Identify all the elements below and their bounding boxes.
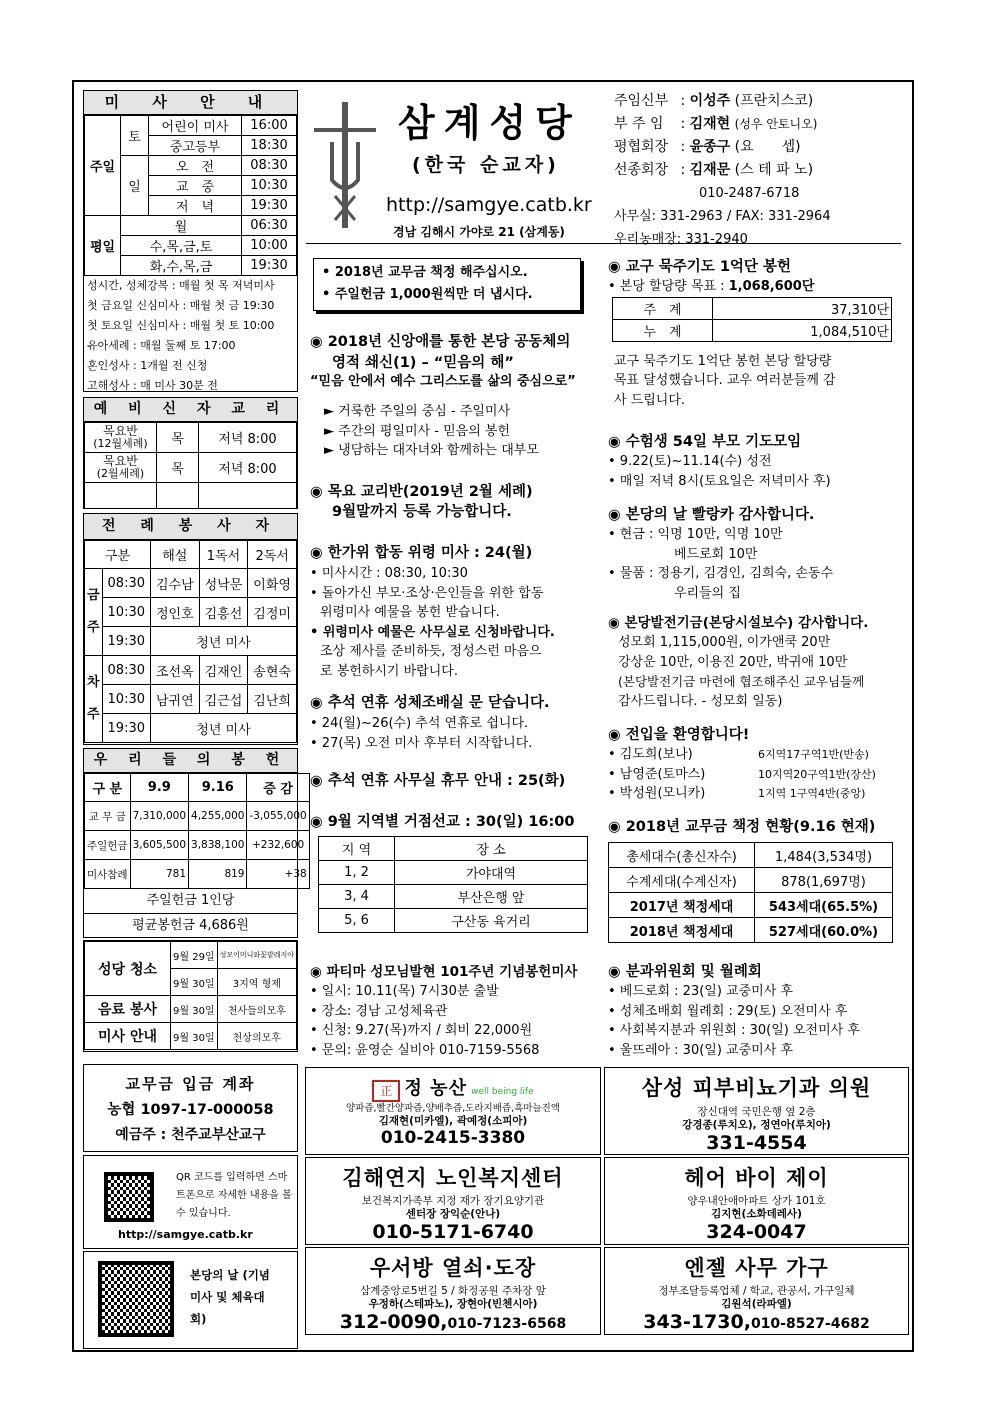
ad-title: 正 정 농산 well being life <box>306 1074 600 1102</box>
notice-line: • 2018년 교무금 책정 해주십시오. <box>322 265 528 280</box>
col-head: 9.9 <box>130 774 188 802</box>
section-title: 영적 쇄신(1) – “믿음의 해” <box>332 355 514 371</box>
farm-phone: 우리농매장: 331-2940 <box>614 232 748 247</box>
value: 1,084,510단 <box>713 319 892 341</box>
parish-address: 경남 김해시 가야로 21 (삼계동) <box>393 225 565 239</box>
ad-title: 김해연지 노인복지센터 <box>342 1166 564 1190</box>
col-head: 2독서 <box>248 541 297 569</box>
mass-name: 오 전 <box>149 156 242 176</box>
ad-owner: 김원석(라파엘) <box>721 1298 792 1310</box>
mass-name: 교 중 <box>149 176 242 196</box>
account-holder: 예금주 : 천주교부산교구 <box>115 1127 266 1143</box>
staff-list <box>614 90 831 251</box>
row-label: 총세대수(총신자수) <box>609 843 755 868</box>
staff-phone: 010-2487-6718 <box>699 186 800 201</box>
mass-note: 첫 토요일 신심미사 : 매월 첫 토 10:00 <box>87 319 275 332</box>
ad-phone: 010-2415-3380 <box>380 1127 526 1148</box>
section-adoration <box>310 692 550 753</box>
avg-line1: 주일헌금 1인당 <box>84 889 297 914</box>
duty-date: 9월 30일 <box>171 969 218 996</box>
col-head: 해설 <box>150 541 199 569</box>
list-item: • 일시: 10.11(목) 7시30분 출발 <box>310 984 499 999</box>
ad-desc: 삼계중앙로5번길 5 / 화정공원 주차장 앞 <box>360 1285 546 1297</box>
section-development-fund <box>608 613 868 711</box>
ad-phone: 324-0047 <box>706 1221 807 1243</box>
section-faith-year <box>310 330 600 461</box>
avg-line2: 평균봉헌금 4,686원 <box>132 918 249 933</box>
section-title: ◉ 목요 교리반(2019년 2월 세례) <box>310 484 533 500</box>
account-number: 농협 1097-17-000058 <box>107 1102 274 1118</box>
server: 김정미 <box>248 598 297 627</box>
section-title: ◉ 분과위원회 및 월례회 <box>608 964 762 980</box>
ad-samsung-clinic <box>604 1067 909 1155</box>
newcomer: • 김도희(보나) 6지역17구역1반(반송) <box>608 747 869 762</box>
section-title: ◉ 파티마 성모님발현 101주년 기념봉헌미사 <box>310 964 578 980</box>
mass-time: 16:00 <box>242 116 297 136</box>
liturgy-table <box>84 540 297 743</box>
list-item: 우리들의 집 <box>674 585 741 601</box>
section-title: ◉ 한가위 합동 위령 미사 : 24(월) <box>310 545 533 561</box>
time: 19:30 <box>102 627 150 656</box>
offering-box <box>83 748 307 938</box>
list-item: • 현금 : 익명 10만, 익명 10만 <box>608 527 783 542</box>
list-item: • 미사시간 : 08:30, 10:30 <box>310 566 468 581</box>
section-title: ◉ 수험생 54일 부모 기도모임 <box>608 434 802 450</box>
section-welcome <box>608 725 898 804</box>
staff-row: 평협회장 : 윤종구 (요 셉) <box>614 139 801 155</box>
parish-title: 삼계성당 <box>398 101 581 145</box>
mass-name: 중고등부 <box>149 136 242 156</box>
mass-note: 고해성사 : 매 미사 30분 전 <box>87 379 218 392</box>
section-fatima <box>310 962 577 1060</box>
duty-group: 천상의모후 <box>217 1023 296 1050</box>
youth-mass: 청년 미사 <box>150 627 296 656</box>
value: 37,310단 <box>713 297 892 319</box>
list-item: 감사드립니다. - 성모회 일동) <box>618 693 783 709</box>
section-title: ◉ 본당발전기금(본당시설보수) 감사합니다. <box>608 615 869 631</box>
mass-day: 월 <box>121 216 242 236</box>
duty-table <box>84 941 297 1050</box>
list-item: 위령미사 예물을 봉헌 받습니다. <box>320 605 500 620</box>
ad-desc: 정부조달등록업체 / 학교, 관공서, 가구일체 <box>658 1285 855 1297</box>
section-office-closed: ◉ 추석 연휴 사무실 휴무 안내 : 25(화) <box>310 773 566 789</box>
duty-date: 9월 30일 <box>171 1023 218 1050</box>
value: -3,055,000 <box>247 802 309 831</box>
section-title: 9월말까지 등록 가능합니다. <box>332 504 512 520</box>
server: 남귀연 <box>150 685 199 714</box>
rosary-table <box>612 297 892 342</box>
duty-date: 9월 30일 <box>171 996 218 1023</box>
value: 819 <box>189 860 247 889</box>
ad-phone: 331-4554 <box>706 1132 807 1154</box>
row-label: 주 계 <box>613 297 713 319</box>
ad-jeong-farm <box>305 1067 601 1155</box>
time: 10:30 <box>102 598 150 627</box>
server: 김흥선 <box>199 598 248 627</box>
rosary-goal: • 본당 할당량 목표 : 1,068,600단 <box>608 279 815 294</box>
row-label: 교 무 금 <box>85 802 131 831</box>
col-head: 증 감 <box>247 774 309 802</box>
youth-mass: 청년 미사 <box>150 714 296 743</box>
col-head: 장 소 <box>395 837 588 861</box>
row-label: 2018년 책정세대 <box>609 918 755 943</box>
col-head: 구분 <box>85 541 151 569</box>
class-day: 목 <box>157 423 199 453</box>
mass-day: 수,목,금,토 <box>121 236 242 256</box>
ad-owner: 김지현(소화데레사) <box>711 1208 802 1220</box>
ad-phone: 343-1730,010-8527-4682 <box>643 1311 870 1333</box>
col-head: 1독서 <box>199 541 248 569</box>
ad-title: 엔젤 사무 가구 <box>684 1256 829 1280</box>
qr-event-box <box>83 1251 298 1349</box>
duty-group: 천사들의모후 <box>217 996 296 1023</box>
server: 김난희 <box>248 685 297 714</box>
section-committees <box>608 962 860 1060</box>
region: 3, 4 <box>319 885 395 909</box>
class-time: 저녁 8:00 <box>199 423 297 453</box>
staff-row: 주임신부 : 이성주 (프란치스코) <box>614 93 814 109</box>
catechumen-table <box>84 422 297 509</box>
class-time: 저녁 8:00 <box>199 453 297 483</box>
sunday-label: 주일 <box>85 116 121 216</box>
server: 김수남 <box>150 569 199 598</box>
class-day: 목 <box>157 453 199 483</box>
list-item: • 9.22(토)~11.14(수) 성전 <box>608 454 772 469</box>
text-line: 목표 달성했습니다. 교우 여러분들께 감 <box>614 373 836 388</box>
place: 가야대역 <box>395 861 588 885</box>
section-title: ◉ 9월 지역별 거점선교 : 30(일) 16:00 <box>310 814 575 830</box>
section-exam-prayer <box>608 432 831 491</box>
value: 4,255,000 <box>189 802 247 831</box>
duty-name: 음료 봉사 <box>85 996 171 1023</box>
duty-group: 3지역 형제 <box>217 969 296 996</box>
section-title: ◉ 2018년 교무금 책정 현황(9.16 현재) <box>608 819 876 835</box>
list-item: • 베드로회 : 23(일) 교중미사 후 <box>608 984 793 999</box>
ad-desc: 장신대역 국민은행 옆 2층 <box>697 1106 816 1118</box>
ad-title: 삼성 피부비뇨기과 의원 <box>641 1076 872 1100</box>
list-item: 로 봉헌하시기 바랍니다. <box>320 663 458 679</box>
ad-title: 헤어 바이 제이 <box>684 1166 829 1190</box>
ad-hair-salon <box>604 1157 909 1245</box>
col-head: 9.16 <box>189 774 247 802</box>
farm-logo-icon: 正 <box>372 1080 400 1102</box>
account-box <box>83 1064 298 1152</box>
qr-url[interactable]: http://samgye.catb.kr <box>118 1228 253 1241</box>
list-item: • 매일 저녁 8시(토요일은 저녁미사 후) <box>608 473 831 489</box>
text-line: 교구 묵주기도 1억단 봉헌 본당 할당량 <box>614 353 832 369</box>
list-item: 강상운 10만, 이용진 20만, 박귀애 10만 <box>618 654 848 670</box>
mass-time: 10:00 <box>242 236 297 256</box>
qr-code[interactable] <box>104 1172 154 1222</box>
duty-name: 성당 청소 <box>85 942 171 996</box>
col-head: 구 분 <box>85 774 131 802</box>
col-head: 지 역 <box>319 837 395 861</box>
duty-group: 성모어머니와꽃밭레지아 <box>217 942 296 969</box>
ad-title: 우서방 열쇠·도장 <box>369 1256 537 1280</box>
mass-time: 10:30 <box>242 176 297 196</box>
list-item: ► 냉담하는 대자녀와 함께하는 대부모 <box>324 443 539 458</box>
server: 송현숙 <box>248 656 297 685</box>
mass-note: 성시간, 성체강복 : 매월 첫 목 저녁미사 <box>87 279 275 292</box>
this-week-label: 금주 <box>85 569 103 656</box>
server: 성낙문 <box>199 569 248 598</box>
value: +38 <box>247 860 309 889</box>
mass-note: 첫 금요일 신심미사 : 매월 첫 금 19:30 <box>87 299 275 312</box>
row-label: 미사참례 <box>85 860 131 889</box>
value: 1,484(3,534명) <box>755 843 893 868</box>
mass-time: 19:30 <box>242 256 297 276</box>
mass-name: 어린이 미사 <box>149 116 242 136</box>
value: 543세대(65.5%) <box>755 893 893 918</box>
region: 1, 2 <box>319 861 395 885</box>
list-item: • 물품 : 정용기, 김경인, 김희숙, 손동수 <box>608 566 834 581</box>
ad-desc: 양파즙,빨간양파즙,양배추즙,도라지배즙,흑마늘진액 <box>346 1102 560 1114</box>
list-item: • 사회복지분과 위원회 : 30(일) 오전미사 후 <box>608 1023 860 1038</box>
ad-owner: 김재현(미카엘), 곽예정(소피아) <box>378 1114 528 1127</box>
qr-code[interactable] <box>98 1261 174 1337</box>
qr-info-box <box>83 1155 298 1249</box>
section-mission <box>310 812 585 933</box>
mass-time: 18:30 <box>242 136 297 156</box>
ad-phone: 010-5171-6740 <box>372 1221 534 1243</box>
place: 부산은행 앞 <box>395 885 588 909</box>
header-rule <box>306 243 901 244</box>
ad-owner: 센터장 장익순(안나) <box>405 1208 501 1220</box>
office-phone: 사무실: 331-2963 / FAX: 331-2964 <box>614 209 831 224</box>
catechumen-title: 예 비 신 자 교 리 <box>84 398 297 422</box>
list-item: • 문의: 윤영순 실비아 010-7159-5568 <box>310 1042 540 1058</box>
list-item: • 위령미사 예물은 사무실로 신청바랍니다. <box>310 624 555 640</box>
value: 7,310,000 <box>130 802 188 831</box>
liturgy-title: 전 례 봉 사 자 <box>84 514 297 540</box>
cross-logo <box>310 100 380 230</box>
newcomer: • 남영준(토마스) 10지역20구역1반(장산) <box>608 766 876 782</box>
value: 3,838,100 <box>189 831 247 860</box>
mass-time: 08:30 <box>242 156 297 176</box>
mass-day: 화,수,목,금 <box>121 256 242 276</box>
time: 08:30 <box>102 569 150 598</box>
list-item: ► 거룩한 주일의 중심 - 주일미사 <box>324 404 511 419</box>
server: 조선옥 <box>150 656 199 685</box>
server: 김재인 <box>199 656 248 685</box>
liturgy-box <box>83 513 298 745</box>
duty-name: 미사 안내 <box>85 1023 171 1050</box>
ad-furniture <box>604 1247 909 1335</box>
class-name: 목요반 (2월세례) <box>85 453 157 483</box>
newcomer: • 박성원(모니카) 1지역 1구역4반(중앙) <box>608 786 866 801</box>
mass-time: 06:30 <box>242 216 297 236</box>
server: 이화영 <box>248 569 297 598</box>
row-label: 2017년 책정세대 <box>609 893 755 918</box>
sat-label: 토 <box>121 116 149 156</box>
next-week-label: 차주 <box>85 656 103 743</box>
staff-row: 선종회장 : 김재문 (스 테 파 노) <box>614 162 814 178</box>
section-tithe-status <box>608 817 893 943</box>
mass-note: 혼인성사 : 1개월 전 신청 <box>87 359 208 372</box>
list-item: • 장소: 경남 고성체육관 <box>310 1003 448 1019</box>
place: 구산동 육거리 <box>395 909 588 933</box>
ad-desc: 양우내안애아파트 상가 101호 <box>687 1195 826 1207</box>
time: 10:30 <box>102 685 150 714</box>
duty-box <box>83 940 298 1052</box>
parish-subtitle: (한국 순교자) <box>412 154 560 176</box>
list-item: • 27(목) 오전 미사 후부터 시작합니다. <box>310 735 533 751</box>
ad-locksmith <box>305 1247 601 1335</box>
time: 08:30 <box>102 656 150 685</box>
mass-note: 유아세례 : 매월 둘째 토 17:00 <box>87 339 236 352</box>
notice-box <box>313 258 581 311</box>
section-thursday-class <box>310 482 533 522</box>
value: +232,600 <box>247 831 309 860</box>
tithe-table <box>608 842 893 943</box>
catechumen-box <box>83 397 298 509</box>
ad-owner: 우정하(스테파노), 장현아(빈첸시아) <box>368 1298 538 1310</box>
mass-time: 19:30 <box>242 196 297 216</box>
list-item: (본당발전기금 마련에 협조해주신 교우님들께 <box>618 674 865 689</box>
section-title: ◉ 2018년 신앙애를 통한 본당 공동체의 <box>310 334 571 350</box>
list-item: • 24(월)~26(수) 추석 연휴로 쉽니다. <box>310 716 529 731</box>
account-title: 교무금 입금 계좌 <box>125 1075 256 1093</box>
row-label: 주일헌금 <box>85 831 131 860</box>
mission-table <box>318 836 588 933</box>
ad-phone: 312-0090,010-7123-6568 <box>339 1311 567 1333</box>
text-line: 사 드립니다. <box>614 392 686 408</box>
section-rosary <box>608 257 898 410</box>
empty-cell <box>157 483 199 509</box>
ad-owner: 강경종(루치오), 정연아(루치아) <box>682 1119 831 1131</box>
section-title: ◉ 교구 묵주기도 1억단 봉헌 <box>608 259 792 275</box>
list-item: • 신청: 9.27(목)까지 / 회비 22,000원 <box>310 1023 533 1038</box>
class-name: 목요반 (12월세례) <box>85 423 157 453</box>
mass-schedule-box <box>83 90 298 392</box>
notice-line: • 주일헌금 1,000원씩만 더 냅시다. <box>322 287 533 302</box>
offering-table <box>84 773 310 889</box>
qr-text: QR 코드를 입력하면 스마트폰으로 자세한 내용을 볼 수 있습니다. <box>176 1172 292 1219</box>
qr-text: 본당의 날 (기념미사 및 체육대회) <box>190 1268 270 1326</box>
server: 정인호 <box>150 598 199 627</box>
ad-sub: well being life <box>471 1087 534 1097</box>
duty-date: 9월 29일 <box>171 942 218 969</box>
row-label: 누 계 <box>613 319 713 341</box>
section-memorial-mass <box>310 542 555 681</box>
section-quote: “믿음 안에서 예수 그리스도를 삶의 중심으로” <box>310 374 576 389</box>
section-title: ◉ 추석 연휴 성체조배실 문 닫습니다. <box>310 695 550 711</box>
sun-label: 일 <box>121 156 149 216</box>
parish-url[interactable]: http://samgye.catb.kr <box>386 194 592 216</box>
empty-cell <box>85 483 157 509</box>
ad-senior-center <box>305 1157 601 1245</box>
list-item: ► 주간의 평일미사 - 믿음의 봉헌 <box>324 423 511 439</box>
value: 878(1,697명) <box>755 868 893 893</box>
section-title: ◉ 전입을 환영합니다! <box>608 727 750 743</box>
mass-table <box>84 115 297 276</box>
list-item: • 울뜨레아 : 30(일) 교중미사 후 <box>608 1042 793 1058</box>
list-item: • 성체조배회 월례회 : 29(토) 오전미사 후 <box>608 1003 848 1019</box>
value: 781 <box>130 860 188 889</box>
mass-schedule-title: 미 사 안 내 <box>84 91 297 115</box>
value: 3,605,500 <box>130 831 188 860</box>
list-item: 조상 제사를 준비하듯, 정성스런 마음으 <box>320 644 542 659</box>
value: 527세대(60.0%) <box>755 918 893 943</box>
list-item: 성모회 1,115,000원, 이가앤쿡 20만 <box>618 635 831 650</box>
section-palanca <box>608 505 833 603</box>
mass-name: 저 녁 <box>149 196 242 216</box>
list-item: 베드로회 10만 <box>674 546 758 562</box>
section-title: ◉ 본당의 날 빨랑카 감사합니다. <box>608 507 815 523</box>
ad-desc: 보건복지가족부 지정 재가 장기요양기관 <box>361 1195 545 1207</box>
offering-title: 우 리 들 의 봉 헌 <box>84 749 297 773</box>
row-label: 수계세대(수계신자) <box>609 868 755 893</box>
weekday-label: 평일 <box>85 216 121 276</box>
time: 19:30 <box>102 714 150 743</box>
list-item: • 돌아가신 부모·조상·은인들을 위한 합동 <box>310 585 544 601</box>
server: 김근섭 <box>199 685 248 714</box>
staff-row: 부 주 임 : 김재현 (성우 안토니오) <box>614 116 818 132</box>
region: 5, 6 <box>319 909 395 933</box>
empty-cell <box>199 483 297 509</box>
